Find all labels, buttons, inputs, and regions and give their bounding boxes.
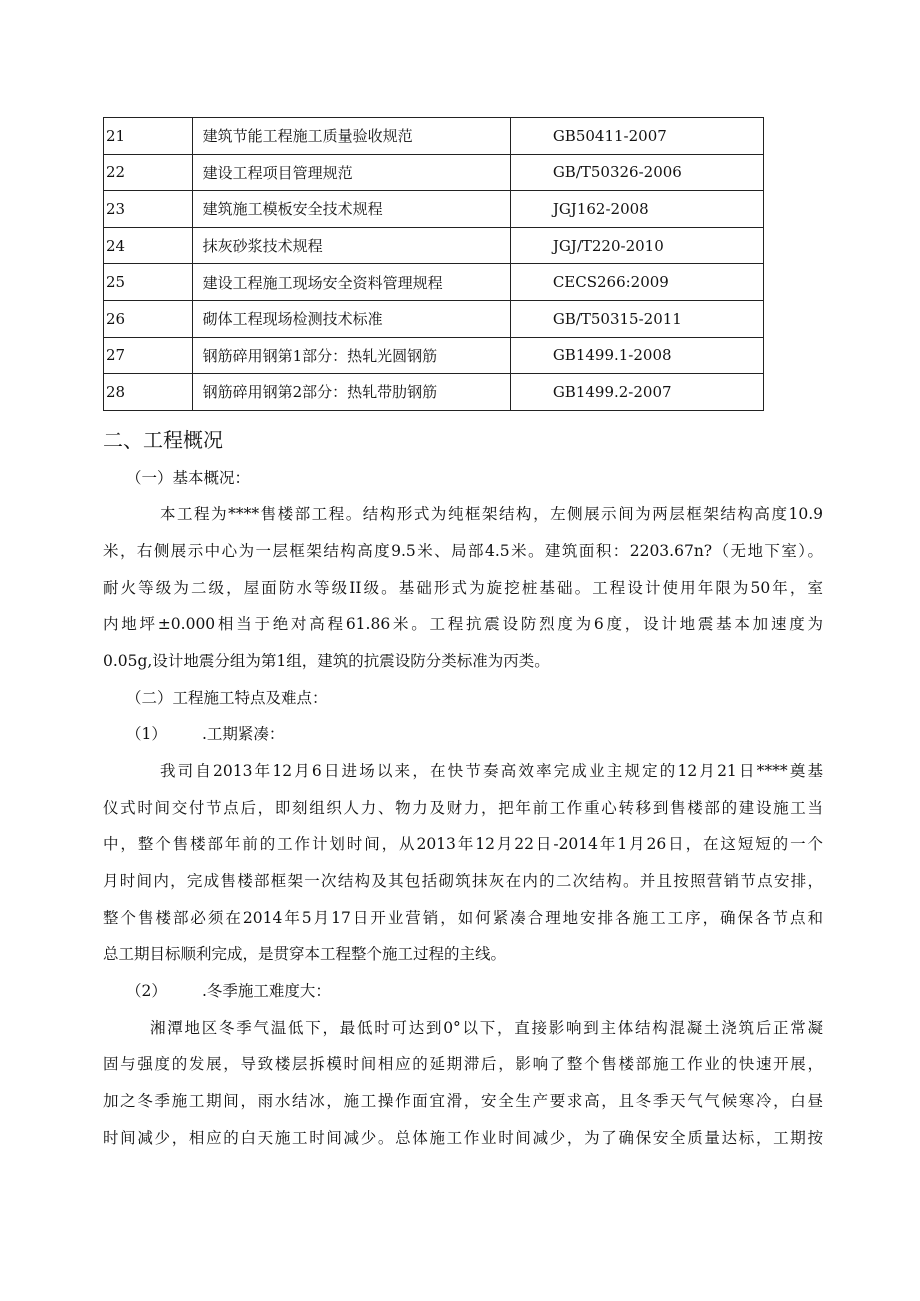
paragraph-line: 内地坪±0.000相当于绝对高程61.86米。工程抗震设防烈度为6度，设计地震基本加速度为 bbox=[103, 615, 823, 633]
paragraph-line: 中，整个售楼部年前的工作计划时间，从2013年12月22日-2014年1月26日，在这短短的一个 bbox=[103, 835, 823, 853]
item-title: .工期紧凑： bbox=[202, 725, 285, 743]
table-row bbox=[104, 118, 764, 155]
table-row bbox=[104, 264, 764, 301]
table-row bbox=[104, 191, 764, 228]
paragraph-line: 米，右侧展示中心为一层框架结构高度9.5米、局部4.5米。建筑面积：2203.67n?（无地下室）。 bbox=[103, 542, 823, 560]
standard-name: 建设工程项目管理规范 bbox=[192, 154, 510, 191]
paragraph-line: 时间减少，相应的白天施工时间减少。总体施工作业时间减少，为了确保安全质量达标，工期按 bbox=[103, 1129, 823, 1147]
paragraph-line: 整个售楼部必须在2014年5月17日开业营销，如何紧凑合理地安排各施工工序，确保各节点和 bbox=[103, 909, 823, 927]
table-row bbox=[104, 300, 764, 337]
row-number: 27 bbox=[104, 337, 193, 374]
standard-code: GB/T50326-2006 bbox=[510, 154, 763, 191]
row-number: 28 bbox=[104, 374, 193, 411]
item-number: （2） bbox=[126, 982, 167, 1000]
row-number: 22 bbox=[104, 154, 193, 191]
paragraph-line: 固与强度的发展，导致楼层拆模时间相应的延期滞后，影响了整个售楼部施工作业的快速开展， bbox=[103, 1055, 823, 1073]
paragraph-line: 0.05g,设计地震分组为第1组，建筑的抗震设防分类标准为丙类。 bbox=[103, 652, 550, 670]
row-number: 21 bbox=[104, 118, 193, 155]
paragraph-line: 加之冬季施工期间，雨水结冰，施工操作面宜滑，安全生产要求高，且冬季天气气候寒冷，白昼 bbox=[103, 1092, 823, 1110]
item-number: （1） bbox=[126, 725, 167, 743]
standard-name: 建筑节能工程施工质量验收规范 bbox=[192, 118, 510, 155]
paragraph-line: 我司自2013年12月6日进场以来，在快节奏高效率完成业主规定的12月21日****奠基 bbox=[160, 762, 823, 780]
standard-name: 钢筋碎用钢第1部分：热轧光圆钢筋 bbox=[192, 337, 510, 374]
standard-name: 建设工程施工现场安全资料管理规程 bbox=[192, 264, 510, 301]
standard-code: JGJ/T220-2010 bbox=[510, 227, 763, 264]
standard-code: GB/T50315-2011 bbox=[510, 300, 763, 337]
standard-code: CECS266:2009 bbox=[510, 264, 763, 301]
item-title: .冬季施工难度大： bbox=[202, 982, 331, 1000]
section-heading: 二、工程概况 bbox=[103, 428, 223, 452]
standard-code: JGJ162-2008 bbox=[510, 191, 763, 228]
row-number: 25 bbox=[104, 264, 193, 301]
table-row bbox=[104, 227, 764, 264]
paragraph-line: 本工程为****售楼部工程。结构形式为纯框架结构，左侧展示间为两层框架结构高度10.9 bbox=[160, 505, 823, 523]
row-number: 26 bbox=[104, 300, 193, 337]
table-row bbox=[104, 154, 764, 191]
table-row bbox=[104, 337, 764, 374]
paragraph-line: 湘潭地区冬季气温低下，最低时可达到0°以下，直接影响到主体结构混凝土浇筑后正常凝 bbox=[150, 1019, 823, 1037]
table-row bbox=[104, 374, 764, 411]
row-number: 24 bbox=[104, 227, 193, 264]
standard-code: GB1499.2-2007 bbox=[510, 374, 763, 411]
paragraph-line: 总工期目标顺利完成，是贯穿本工程整个施工过程的主线。 bbox=[103, 945, 507, 963]
subsection-heading-difficulties: （二）工程施工特点及难点： bbox=[126, 689, 328, 707]
paragraph-line: 耐火等级为二级，屋面防水等级II级。基础形式为旋挖桩基础。工程设计使用年限为50年，室 bbox=[103, 579, 823, 597]
row-number: 23 bbox=[104, 191, 193, 228]
subsection-heading-basic: （一）基本概况： bbox=[126, 469, 251, 487]
standard-name: 砌体工程现场检测技术标准 bbox=[192, 300, 510, 337]
standard-code: GB50411-2007 bbox=[510, 118, 763, 155]
standards-table bbox=[103, 117, 764, 411]
standard-code: GB1499.1-2008 bbox=[510, 337, 763, 374]
standard-name: 建筑施工模板安全技术规程 bbox=[192, 191, 510, 228]
standard-name: 钢筋碎用钢第2部分：热轧带肋钢筋 bbox=[192, 374, 510, 411]
paragraph-line: 月时间内，完成售楼部框架一次结构及其包括砌筑抹灰在内的二次结构。并且按照营销节点安排， bbox=[103, 872, 823, 890]
standard-name: 抹灰砂浆技术规程 bbox=[192, 227, 510, 264]
paragraph-line: 仪式时间交付节点后，即刻组织人力、物力及财力，把年前工作重心转移到售楼部的建设施工当 bbox=[103, 799, 823, 817]
